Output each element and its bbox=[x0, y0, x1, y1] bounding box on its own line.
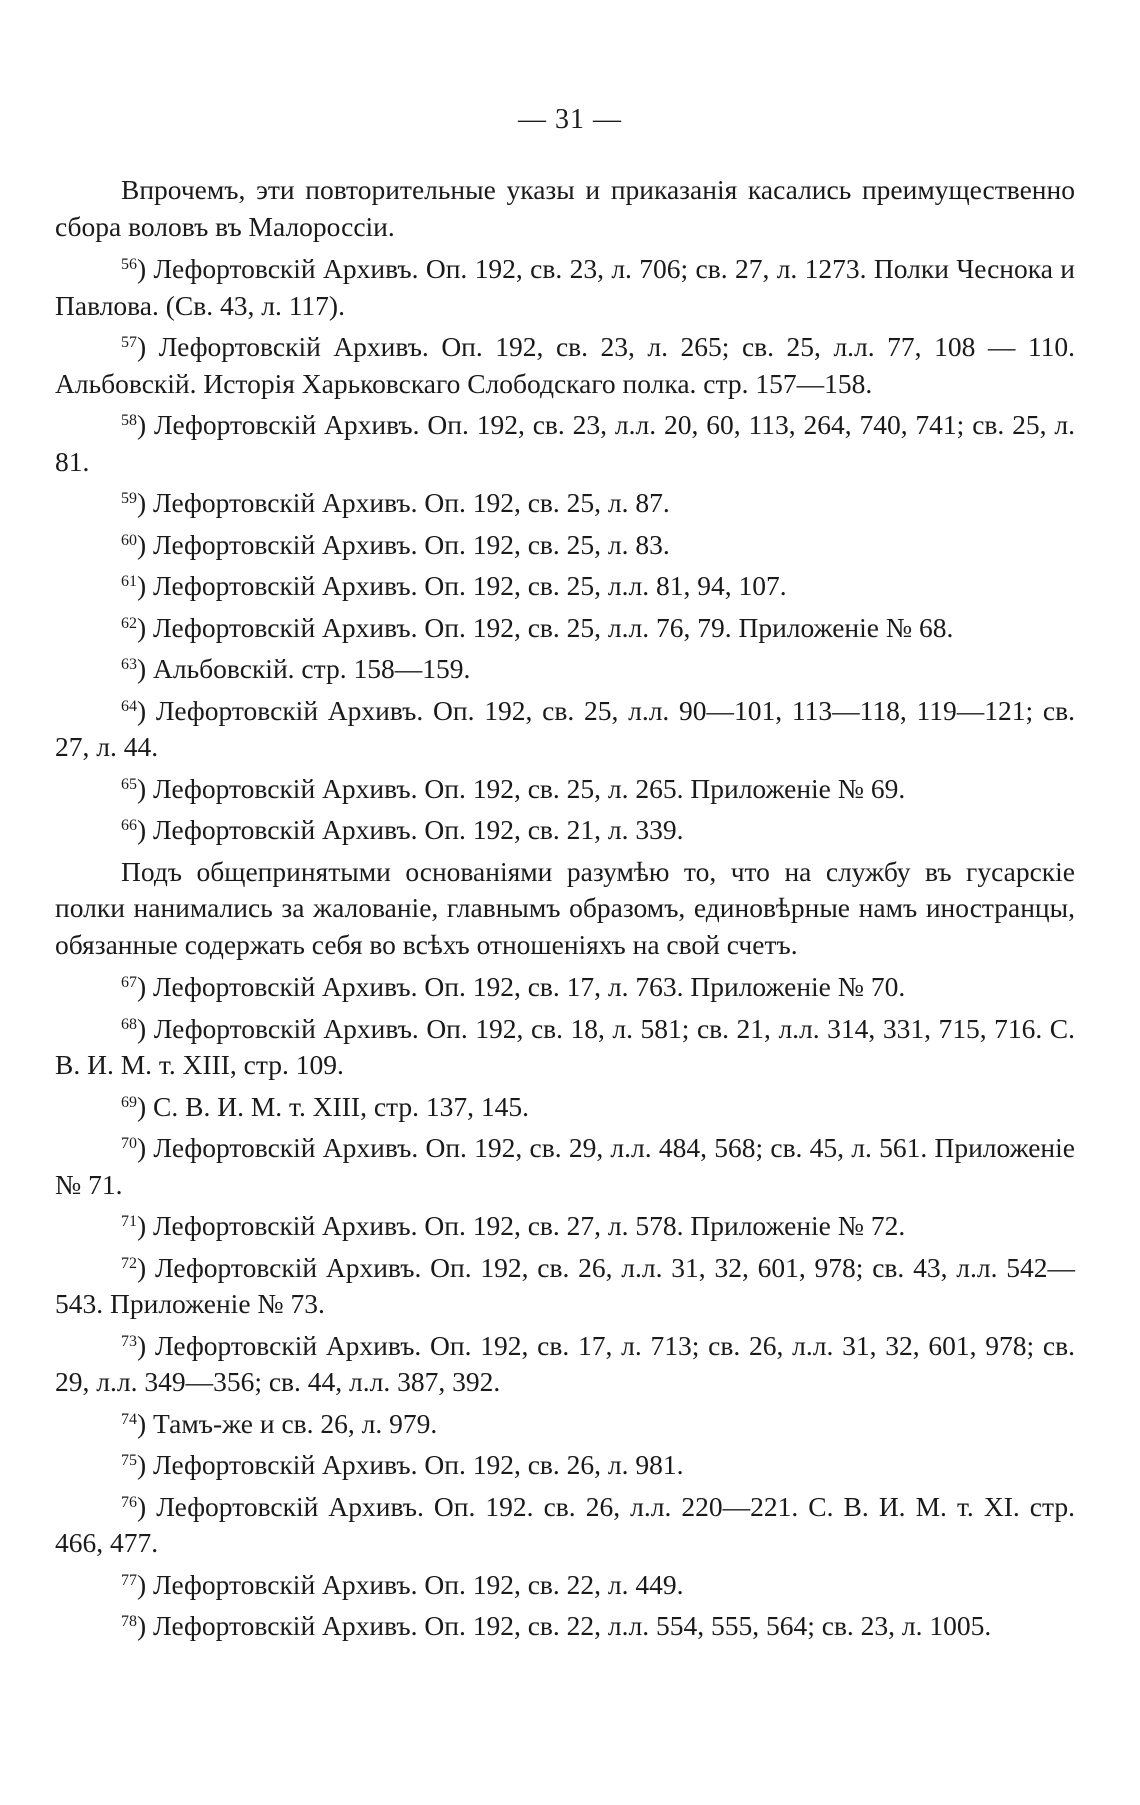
footnote-63: $^{63}$) Альбовскій. стр. 158—159. bbox=[121, 653, 471, 684]
footnote-marker: 69 bbox=[121, 1093, 137, 1111]
footnote-text: Лефортовскій Архивъ. Оп. 192, св. 23, л. 265; св. 25, л.л. 77, 108 — 110. Альбовскій. Исторія Харьковскаго Слободскаго полка. стр. 157—158. bbox=[55, 331, 1075, 399]
footnote-58: $^{58}$) Лефортовскій Архивъ. Оп. 192, св. 23, л.л. 20, 60, 113, 264, 740, 741; св. 25, л. 81. bbox=[55, 409, 1075, 477]
footnote-marker: 62 bbox=[121, 614, 137, 632]
footnote-text: Лефортовскій Архивъ. Оп. 192, св. 25, л.л. 90—101, 113—118, 119—121; св. 27, л. 44. bbox=[55, 694, 1075, 762]
body-paragraph: Впрочемъ, эти повторительные указы и приказанія касались преимущественно сбора воловъ въ Малороссіи. bbox=[55, 174, 1075, 242]
footnote-text: Лефортовскій Архивъ. Оп. 192, св. 22, л. 449. bbox=[153, 1568, 684, 1600]
footnote-67: $^{67}$) Лефортовскій Архивъ. Оп. 192, св. 17, л. 763. Приложеніе № 70. bbox=[121, 971, 906, 1002]
footnote-75: $^{75}$) Лефортовскій Архивъ. Оп. 192, св. 26, л. 981. bbox=[121, 1449, 684, 1480]
footnote-marker: 57 bbox=[121, 334, 137, 351]
footnote-71: $^{71}$) Лефортовскій Архивъ. Оп. 192, св. 27, л. 578. Приложеніе № 72. bbox=[121, 1210, 906, 1241]
footnote-73: $^{73}$) Лефортовскій Архивъ. Оп. 192, св. 17, л. 713; св. 26, л.л. 31, 32, 601, 978; св. 29, л.л. 349—356; св. 44, л.л. 387, 392. bbox=[55, 1329, 1075, 1397]
footnote-65: $^{65}$) Лефортовскій Архивъ. Оп. 192, св. 25, л. 265. Приложеніе № 69. bbox=[121, 772, 906, 804]
footnote-60: $^{60}$) Лефортовскій Архивъ. Оп. 192, св. 25, л. 83. bbox=[121, 528, 670, 560]
footnote-74: $^{74}$) Тамъ-же и св. 26, л. 979. bbox=[121, 1407, 438, 1439]
footnote-marker: 59 bbox=[121, 490, 137, 507]
footnote-68: $^{68}$) Лефортовскій Архивъ. Оп. 192, св. 18, л. 581; св. 21, л.л. 314, 331, 715, 716. С. В. И. М. т. XIII, стр. 109. bbox=[55, 1012, 1075, 1080]
body-paragraph: Подъ общепринятыми основаніями разумѣю то, что на службу въ гусарскіе полки нанимались за жалованіе, главнымъ образомъ, единовѣрные намъ иностранцы, обязанные содержать себя во всѣхъ отношеніяхъ на свой счетъ. bbox=[55, 855, 1075, 960]
footnote-78: $^{78}$) Лефортовскій Архивъ. Оп. 192, св. 22, л.л. 554, 555, 564; св. 23, л. 1005. bbox=[121, 1610, 992, 1641]
footnote-text: Тамъ-же и св. 26, л. 979. bbox=[153, 1407, 438, 1439]
footnote-text: Альбовскій. стр. 158—159. bbox=[153, 653, 471, 684]
footnote-text: Лефортовскій Архивъ. Оп. 192, св. 26, л.л. 31, 32, 601, 978; св. 43, л.л. 542—543. Приложеніе № 73. bbox=[55, 1251, 1075, 1319]
footnote-marker: 68 bbox=[121, 1015, 137, 1033]
footnote-59: $^{59}$) Лефортовскій Архивъ. Оп. 192, св. 25, л. 87. bbox=[121, 487, 670, 518]
footnote-marker: 74 bbox=[121, 1410, 137, 1428]
footnote-marker: 58 bbox=[121, 412, 137, 429]
footnote-text: Лефортовскій Архивъ. Оп. 192, св. 23, л.л. 20, 60, 113, 264, 740, 741; св. 25, л. 81. bbox=[55, 409, 1075, 477]
footnote-marker: 76 bbox=[121, 1493, 137, 1511]
footnote-marker: 67 bbox=[121, 974, 137, 991]
footnote-70: $^{70}$) Лефортовскій Архивъ. Оп. 192, св. 29, л.л. 484, 568; св. 45, л. 561. Приложеніе № 71. bbox=[55, 1132, 1075, 1200]
footnote-62: $^{62}$) Лефортовскій Архивъ. Оп. 192, св. 25, л.л. 76, 79. Приложеніе № 68. bbox=[121, 611, 954, 643]
footnote-marker: 56 bbox=[121, 256, 137, 273]
footnote-69: $^{69}$) С. В. И. М. т. XIII, стр. 137, 145. bbox=[121, 1090, 530, 1122]
footnote-text: Лефортовскій Архивъ. Оп. 192, св. 29, л.л. 484, 568; св. 45, л. 561. Приложеніе № 71. bbox=[55, 1132, 1075, 1200]
footnote-marker: 65 bbox=[121, 775, 137, 793]
footnote-text: Лефортовскій Архивъ. Оп. 192, св. 25, л. 87. bbox=[153, 487, 670, 518]
footnote-text: Лефортовскій Архивъ. Оп. 192, св. 23, л. 706; св. 27, л. 1273. Полки Чеснока и Павлова. (Св. 43, л. 117). bbox=[55, 253, 1075, 321]
footnote-text: Лефортовскій Архивъ. Оп. 192. св. 26, л.л. 220—221. С. В. И. М. т. XI. стр. 466, 477. bbox=[55, 1490, 1075, 1558]
footnote-text: Лефортовскій Архивъ. Оп. 192, св. 17, л. 713; св. 26, л.л. 31, 32, 601, 978; св. 29, л.л. 349—356; св. 44, л.л. 387, 392. bbox=[55, 1329, 1075, 1397]
footnote-marker: 71 bbox=[121, 1213, 137, 1230]
footnote-marker: 75 bbox=[121, 1452, 137, 1469]
footnote-marker: 63 bbox=[121, 656, 137, 673]
footnote-72: $^{72}$) Лефортовскій Архивъ. Оп. 192, св. 26, л.л. 31, 32, 601, 978; св. 43, л.л. 542—543. Приложеніе № 73. bbox=[55, 1251, 1075, 1319]
footnote-text: Лефортовскій Архивъ. Оп. 192, св. 25, л. 83. bbox=[153, 528, 670, 560]
footnote-57: $^{57}$) Лефортовскій Архивъ. Оп. 192, св. 23, л. 265; св. 25, л.л. 77, 108 — 110. Альбовскій. Исторія Харьковскаго Слободскаго полка. стр. 157—158. bbox=[55, 331, 1075, 399]
footnote-text: Лефортовскій Архивъ. Оп. 192, св. 27, л. 578. Приложеніе № 72. bbox=[153, 1210, 906, 1241]
footnote-56: $^{56}$) Лефортовскій Архивъ. Оп. 192, св. 23, л. 706; св. 27, л. 1273. Полки Чеснока и Павлова. (Св. 43, л. 117). bbox=[55, 253, 1075, 321]
footnote-marker: 70 bbox=[121, 1135, 137, 1152]
footnote-text: Лефортовскій Архивъ. Оп. 192, св. 25, л.л. 76, 79. Приложеніе № 68. bbox=[153, 611, 954, 643]
footnote-marker: 66 bbox=[121, 817, 137, 834]
footnote-text: Лефортовскій Архивъ. Оп. 192, св. 21, л. 339. bbox=[153, 814, 684, 845]
footnote-61: $^{61}$) Лефортовскій Архивъ. Оп. 192, св. 25, л.л. 81, 94, 107. bbox=[121, 570, 787, 601]
footnote-text: Лефортовскій Архивъ. Оп. 192, св. 25, л. 265. Приложеніе № 69. bbox=[153, 772, 906, 804]
footnote-marker: 78 bbox=[121, 1613, 137, 1630]
footnote-marker: 60 bbox=[121, 531, 137, 549]
footnote-text: Лефортовскій Архивъ. Оп. 192, св. 18, л. 581; св. 21, л.л. 314, 331, 715, 716. С. В. И. М. т. XIII, стр. 109. bbox=[55, 1012, 1075, 1080]
page-content bbox=[55, 172, 1075, 1650]
footnote-marker: 72 bbox=[121, 1254, 137, 1272]
footnote-66: $^{66}$) Лефортовскій Архивъ. Оп. 192, св. 21, л. 339. bbox=[121, 814, 684, 845]
footnote-marker: 64 bbox=[121, 697, 137, 715]
page-number: — 31 — bbox=[518, 104, 622, 135]
footnote-text: Лефортовскій Архивъ. Оп. 192, св. 17, л. 763. Приложеніе № 70. bbox=[153, 971, 906, 1002]
footnote-64: $^{64}$) Лефортовскій Архивъ. Оп. 192, св. 25, л.л. 90—101, 113—118, 119—121; св. 27, л. 44. bbox=[55, 694, 1075, 762]
footnote-text: Лефортовскій Архивъ. Оп. 192, св. 26, л. 981. bbox=[153, 1449, 684, 1480]
footnote-text: Лефортовскій Архивъ. Оп. 192, св. 25, л.л. 81, 94, 107. bbox=[153, 570, 787, 601]
footnote-text: С. В. И. М. т. XIII, стр. 137, 145. bbox=[153, 1090, 530, 1122]
footnote-marker: 77 bbox=[121, 1571, 137, 1589]
footnote-77: $^{77}$) Лефортовскій Архивъ. Оп. 192, св. 22, л. 449. bbox=[121, 1568, 684, 1600]
footnote-marker: 73 bbox=[121, 1332, 137, 1350]
footnote-76: $^{76}$) Лефортовскій Архивъ. Оп. 192. св. 26, л.л. 220—221. С. В. И. М. т. XI. стр. 466, 477. bbox=[55, 1490, 1075, 1558]
footnote-text: Лефортовскій Архивъ. Оп. 192, св. 22, л.л. 554, 555, 564; св. 23, л. 1005. bbox=[153, 1610, 992, 1641]
footnote-marker: 61 bbox=[121, 573, 137, 590]
